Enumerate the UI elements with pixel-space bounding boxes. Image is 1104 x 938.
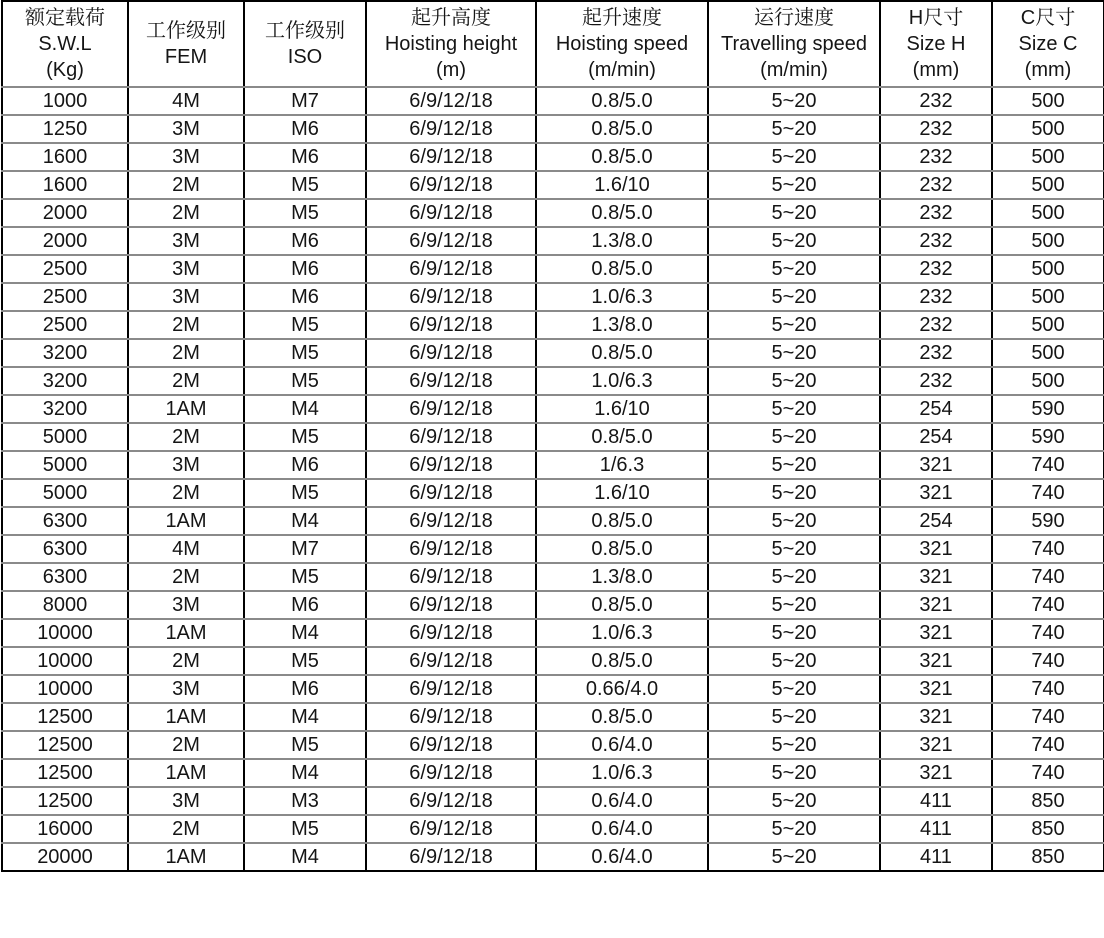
- cell-size-h: 232: [880, 283, 992, 311]
- cell-hoisting-height: 6/9/12/18: [366, 703, 536, 731]
- cell-travelling-speed: 5~20: [708, 647, 880, 675]
- cell-size-c: 500: [992, 171, 1104, 199]
- cell-size-c: 740: [992, 563, 1104, 591]
- cell-hoisting-height: 6/9/12/18: [366, 311, 536, 339]
- cell-travelling-speed: 5~20: [708, 619, 880, 647]
- cell-size-h: 411: [880, 787, 992, 815]
- cell-travelling-speed: 5~20: [708, 367, 880, 395]
- cell-iso: M6: [244, 451, 366, 479]
- header-line: FEM: [164, 46, 208, 68]
- cell-size-h: 254: [880, 507, 992, 535]
- cell-iso: M6: [244, 675, 366, 703]
- cell-hoisting-speed: 0.8/5.0: [536, 647, 708, 675]
- cell-swl: 1000: [2, 87, 128, 115]
- cell-size-c: 850: [992, 843, 1104, 871]
- cell-size-h: 232: [880, 87, 992, 115]
- cell-swl: 10000: [2, 619, 128, 647]
- column-header-hoisting-speed: [536, 1, 708, 87]
- cell-travelling-speed: 5~20: [708, 815, 880, 843]
- cell-hoisting-speed: 0.8/5.0: [536, 535, 708, 563]
- cell-size-c: 850: [992, 787, 1104, 815]
- column-header-hoisting-height: [366, 1, 536, 87]
- cell-swl: 1600: [2, 143, 128, 171]
- cell-swl: 6300: [2, 507, 128, 535]
- cell-swl: 8000: [2, 591, 128, 619]
- cell-fem: 2M: [128, 647, 244, 675]
- cell-swl: 5000: [2, 479, 128, 507]
- cell-hoisting-speed: 0.8/5.0: [536, 143, 708, 171]
- cell-travelling-speed: 5~20: [708, 591, 880, 619]
- table-row: [2, 731, 1104, 759]
- cell-size-c: 740: [992, 647, 1104, 675]
- cell-size-c: 740: [992, 479, 1104, 507]
- cell-fem: 3M: [128, 787, 244, 815]
- cell-travelling-speed: 5~20: [708, 199, 880, 227]
- cell-swl: 3200: [2, 339, 128, 367]
- header-line: 额定载荷: [25, 7, 105, 29]
- table-header: [2, 1, 1104, 87]
- cell-size-h: 232: [880, 227, 992, 255]
- cell-hoisting-speed: 1.0/6.3: [536, 619, 708, 647]
- table-row: [2, 199, 1104, 227]
- cell-fem: 2M: [128, 199, 244, 227]
- cell-hoisting-speed: 1.6/10: [536, 395, 708, 423]
- cell-hoisting-height: 6/9/12/18: [366, 843, 536, 871]
- cell-hoisting-height: 6/9/12/18: [366, 255, 536, 283]
- cell-hoisting-height: 6/9/12/18: [366, 227, 536, 255]
- cell-size-h: 254: [880, 423, 992, 451]
- table-row: [2, 619, 1104, 647]
- cell-hoisting-height: 6/9/12/18: [366, 423, 536, 451]
- cell-travelling-speed: 5~20: [708, 675, 880, 703]
- table-row: [2, 143, 1104, 171]
- cell-size-c: 740: [992, 675, 1104, 703]
- cell-iso: M5: [244, 731, 366, 759]
- cell-fem: 2M: [128, 731, 244, 759]
- cell-fem: 4M: [128, 535, 244, 563]
- cell-hoisting-height: 6/9/12/18: [366, 395, 536, 423]
- cell-fem: 3M: [128, 143, 244, 171]
- column-header-travelling-speed: [708, 1, 880, 87]
- cell-iso: M6: [244, 283, 366, 311]
- header-line: ISO: [287, 46, 323, 68]
- cell-travelling-speed: 5~20: [708, 787, 880, 815]
- header-line: C尺寸: [1020, 7, 1076, 29]
- cell-hoisting-height: 6/9/12/18: [366, 759, 536, 787]
- cell-fem: 1AM: [128, 759, 244, 787]
- table-row: [2, 255, 1104, 283]
- cell-hoisting-speed: 1.3/8.0: [536, 227, 708, 255]
- cell-iso: M6: [244, 143, 366, 171]
- cell-swl: 12500: [2, 703, 128, 731]
- table-row: [2, 283, 1104, 311]
- cell-iso: M5: [244, 423, 366, 451]
- cell-fem: 2M: [128, 423, 244, 451]
- cell-swl: 12500: [2, 787, 128, 815]
- cell-size-h: 232: [880, 367, 992, 395]
- header-line: 运行速度: [754, 7, 834, 29]
- cell-iso: M5: [244, 311, 366, 339]
- table-row: [2, 87, 1104, 115]
- header-line: Hoisting height: [384, 33, 518, 55]
- cell-travelling-speed: 5~20: [708, 171, 880, 199]
- cell-travelling-speed: 5~20: [708, 563, 880, 591]
- cell-iso: M5: [244, 815, 366, 843]
- cell-travelling-speed: 5~20: [708, 283, 880, 311]
- header-line: 工作级别: [146, 20, 226, 42]
- cell-hoisting-speed: 0.8/5.0: [536, 591, 708, 619]
- cell-iso: M5: [244, 367, 366, 395]
- cell-iso: M7: [244, 535, 366, 563]
- cell-swl: 20000: [2, 843, 128, 871]
- cell-hoisting-height: 6/9/12/18: [366, 731, 536, 759]
- header-line: Travelling speed: [720, 33, 867, 55]
- column-header-iso: [244, 1, 366, 87]
- cell-fem: 2M: [128, 815, 244, 843]
- cell-hoisting-speed: 0.8/5.0: [536, 87, 708, 115]
- cell-travelling-speed: 5~20: [708, 339, 880, 367]
- cell-hoisting-speed: 1.3/8.0: [536, 311, 708, 339]
- cell-iso: M5: [244, 479, 366, 507]
- cell-hoisting-height: 6/9/12/18: [366, 283, 536, 311]
- column-header-swl: [2, 1, 128, 87]
- cell-iso: M4: [244, 619, 366, 647]
- cell-hoisting-speed: 0.8/5.0: [536, 199, 708, 227]
- cell-fem: 3M: [128, 675, 244, 703]
- cell-size-c: 500: [992, 143, 1104, 171]
- cell-travelling-speed: 5~20: [708, 451, 880, 479]
- header-line: Hoisting speed: [555, 33, 689, 55]
- header-line: (mm): [1024, 59, 1072, 81]
- cell-hoisting-speed: 1.0/6.3: [536, 283, 708, 311]
- cell-fem: 1AM: [128, 703, 244, 731]
- cell-size-c: 500: [992, 87, 1104, 115]
- cell-fem: 1AM: [128, 507, 244, 535]
- cell-size-h: 321: [880, 703, 992, 731]
- cell-fem: 3M: [128, 591, 244, 619]
- cell-swl: 6300: [2, 563, 128, 591]
- cell-iso: M7: [244, 87, 366, 115]
- cell-size-c: 500: [992, 199, 1104, 227]
- header-line: (Kg): [46, 59, 84, 81]
- cell-size-h: 232: [880, 143, 992, 171]
- table-body: [2, 87, 1104, 871]
- table-row: [2, 171, 1104, 199]
- cell-travelling-speed: 5~20: [708, 87, 880, 115]
- cell-size-h: 321: [880, 619, 992, 647]
- cell-fem: 3M: [128, 255, 244, 283]
- cell-size-h: 411: [880, 843, 992, 871]
- cell-size-c: 590: [992, 507, 1104, 535]
- cell-size-h: 321: [880, 479, 992, 507]
- cell-size-c: 590: [992, 423, 1104, 451]
- cell-travelling-speed: 5~20: [708, 507, 880, 535]
- cell-fem: 1AM: [128, 843, 244, 871]
- cell-size-h: 321: [880, 591, 992, 619]
- cell-fem: 3M: [128, 283, 244, 311]
- cell-size-h: 232: [880, 255, 992, 283]
- cell-swl: 6300: [2, 535, 128, 563]
- cell-hoisting-speed: 0.6/4.0: [536, 787, 708, 815]
- cell-swl: 12500: [2, 759, 128, 787]
- cell-hoisting-height: 6/9/12/18: [366, 563, 536, 591]
- cell-swl: 2000: [2, 199, 128, 227]
- table-row: [2, 787, 1104, 815]
- cell-size-c: 500: [992, 339, 1104, 367]
- cell-size-h: 411: [880, 815, 992, 843]
- header-line: Size C: [1018, 33, 1078, 55]
- cell-fem: 2M: [128, 171, 244, 199]
- table-row: [2, 703, 1104, 731]
- table-row: [2, 227, 1104, 255]
- cell-iso: M4: [244, 395, 366, 423]
- cell-iso: M6: [244, 227, 366, 255]
- cell-iso: M5: [244, 563, 366, 591]
- cell-hoisting-speed: 0.6/4.0: [536, 843, 708, 871]
- table-row: [2, 423, 1104, 451]
- table-row: [2, 451, 1104, 479]
- cell-size-c: 500: [992, 283, 1104, 311]
- cell-hoisting-height: 6/9/12/18: [366, 171, 536, 199]
- table-row: [2, 507, 1104, 535]
- table-row: [2, 479, 1104, 507]
- cell-iso: M5: [244, 647, 366, 675]
- cell-size-h: 232: [880, 339, 992, 367]
- cell-size-c: 500: [992, 227, 1104, 255]
- table-row: [2, 115, 1104, 143]
- cell-hoisting-height: 6/9/12/18: [366, 367, 536, 395]
- cell-iso: M4: [244, 759, 366, 787]
- cell-hoisting-speed: 1.6/10: [536, 171, 708, 199]
- cell-hoisting-speed: 1.6/10: [536, 479, 708, 507]
- cell-hoisting-speed: 0.8/5.0: [536, 115, 708, 143]
- cell-swl: 12500: [2, 731, 128, 759]
- cell-fem: 4M: [128, 87, 244, 115]
- cell-swl: 5000: [2, 423, 128, 451]
- cell-fem: 2M: [128, 367, 244, 395]
- cell-hoisting-height: 6/9/12/18: [366, 787, 536, 815]
- table-row: [2, 675, 1104, 703]
- cell-size-c: 590: [992, 395, 1104, 423]
- cell-swl: 2500: [2, 283, 128, 311]
- cell-fem: 3M: [128, 451, 244, 479]
- cell-swl: 10000: [2, 675, 128, 703]
- cell-hoisting-height: 6/9/12/18: [366, 199, 536, 227]
- cell-size-h: 232: [880, 311, 992, 339]
- cell-hoisting-speed: 0.6/4.0: [536, 815, 708, 843]
- table-row: [2, 843, 1104, 871]
- cell-size-c: 500: [992, 311, 1104, 339]
- cell-hoisting-speed: 1.0/6.3: [536, 367, 708, 395]
- header-line: 工作级别: [265, 20, 345, 42]
- cell-size-h: 321: [880, 563, 992, 591]
- cell-travelling-speed: 5~20: [708, 731, 880, 759]
- header-line: 起升速度: [582, 7, 662, 29]
- cell-size-c: 740: [992, 451, 1104, 479]
- cell-size-h: 232: [880, 171, 992, 199]
- cell-size-h: 232: [880, 115, 992, 143]
- cell-travelling-speed: 5~20: [708, 255, 880, 283]
- cell-hoisting-speed: 0.6/4.0: [536, 731, 708, 759]
- cell-hoisting-height: 6/9/12/18: [366, 535, 536, 563]
- table-row: [2, 367, 1104, 395]
- cell-hoisting-speed: 0.8/5.0: [536, 255, 708, 283]
- table-row: [2, 535, 1104, 563]
- cell-travelling-speed: 5~20: [708, 479, 880, 507]
- header-line: (m/min): [588, 59, 656, 81]
- cell-fem: 3M: [128, 227, 244, 255]
- cell-travelling-speed: 5~20: [708, 395, 880, 423]
- cell-iso: M5: [244, 199, 366, 227]
- hoist-spec-table: [1, 0, 1104, 872]
- cell-size-h: 254: [880, 395, 992, 423]
- cell-fem: 3M: [128, 115, 244, 143]
- cell-iso: M4: [244, 703, 366, 731]
- cell-fem: 1AM: [128, 619, 244, 647]
- cell-size-c: 500: [992, 255, 1104, 283]
- cell-hoisting-speed: 1/6.3: [536, 451, 708, 479]
- cell-hoisting-height: 6/9/12/18: [366, 87, 536, 115]
- table-row: [2, 591, 1104, 619]
- cell-size-c: 740: [992, 591, 1104, 619]
- cell-swl: 10000: [2, 647, 128, 675]
- cell-size-c: 740: [992, 535, 1104, 563]
- header-line: (mm): [912, 59, 960, 81]
- cell-size-c: 740: [992, 759, 1104, 787]
- cell-iso: M5: [244, 339, 366, 367]
- cell-hoisting-speed: 0.66/4.0: [536, 675, 708, 703]
- cell-hoisting-height: 6/9/12/18: [366, 479, 536, 507]
- cell-size-c: 500: [992, 115, 1104, 143]
- cell-hoisting-speed: 1.3/8.0: [536, 563, 708, 591]
- cell-size-c: 500: [992, 367, 1104, 395]
- cell-hoisting-height: 6/9/12/18: [366, 815, 536, 843]
- header-line: (m): [436, 59, 466, 81]
- cell-fem: 1AM: [128, 395, 244, 423]
- cell-size-h: 321: [880, 675, 992, 703]
- cell-travelling-speed: 5~20: [708, 115, 880, 143]
- cell-travelling-speed: 5~20: [708, 535, 880, 563]
- column-header-fem: [128, 1, 244, 87]
- header-line: 起升高度: [411, 7, 491, 29]
- cell-swl: 3200: [2, 395, 128, 423]
- cell-travelling-speed: 5~20: [708, 311, 880, 339]
- cell-hoisting-height: 6/9/12/18: [366, 591, 536, 619]
- cell-hoisting-speed: 0.8/5.0: [536, 423, 708, 451]
- cell-travelling-speed: 5~20: [708, 227, 880, 255]
- cell-hoisting-speed: 0.8/5.0: [536, 507, 708, 535]
- table-row: [2, 759, 1104, 787]
- cell-travelling-speed: 5~20: [708, 423, 880, 451]
- cell-iso: M6: [244, 591, 366, 619]
- cell-size-h: 321: [880, 451, 992, 479]
- cell-hoisting-height: 6/9/12/18: [366, 507, 536, 535]
- header-line: S.W.L: [38, 33, 92, 55]
- cell-swl: 5000: [2, 451, 128, 479]
- cell-swl: 2500: [2, 255, 128, 283]
- table-row: [2, 311, 1104, 339]
- cell-swl: 2500: [2, 311, 128, 339]
- table-row: [2, 815, 1104, 843]
- cell-size-c: 740: [992, 619, 1104, 647]
- cell-fem: 2M: [128, 563, 244, 591]
- cell-size-c: 740: [992, 703, 1104, 731]
- cell-size-c: 740: [992, 731, 1104, 759]
- cell-hoisting-height: 6/9/12/18: [366, 339, 536, 367]
- cell-hoisting-height: 6/9/12/18: [366, 115, 536, 143]
- cell-swl: 1600: [2, 171, 128, 199]
- cell-iso: M6: [244, 115, 366, 143]
- cell-hoisting-speed: 0.8/5.0: [536, 703, 708, 731]
- cell-size-h: 321: [880, 647, 992, 675]
- cell-iso: M5: [244, 171, 366, 199]
- cell-travelling-speed: 5~20: [708, 143, 880, 171]
- cell-swl: 3200: [2, 367, 128, 395]
- cell-hoisting-height: 6/9/12/18: [366, 143, 536, 171]
- cell-swl: 1250: [2, 115, 128, 143]
- cell-fem: 2M: [128, 339, 244, 367]
- cell-hoisting-height: 6/9/12/18: [366, 619, 536, 647]
- cell-size-c: 850: [992, 815, 1104, 843]
- header-line: (m/min): [760, 59, 828, 81]
- table-row: [2, 339, 1104, 367]
- cell-iso: M6: [244, 255, 366, 283]
- cell-size-h: 232: [880, 199, 992, 227]
- header-line: Size H: [906, 33, 966, 55]
- table-row: [2, 563, 1104, 591]
- cell-fem: 2M: [128, 311, 244, 339]
- cell-hoisting-height: 6/9/12/18: [366, 451, 536, 479]
- cell-hoisting-speed: 0.8/5.0: [536, 339, 708, 367]
- cell-hoisting-height: 6/9/12/18: [366, 675, 536, 703]
- cell-swl: 2000: [2, 227, 128, 255]
- cell-travelling-speed: 5~20: [708, 703, 880, 731]
- column-header-size-c: [992, 1, 1104, 87]
- header-row: [2, 1, 1104, 87]
- cell-fem: 2M: [128, 479, 244, 507]
- cell-travelling-speed: 5~20: [708, 759, 880, 787]
- cell-size-h: 321: [880, 535, 992, 563]
- table-row: [2, 647, 1104, 675]
- cell-hoisting-speed: 1.0/6.3: [536, 759, 708, 787]
- cell-travelling-speed: 5~20: [708, 843, 880, 871]
- cell-hoisting-height: 6/9/12/18: [366, 647, 536, 675]
- column-header-size-h: [880, 1, 992, 87]
- header-line: H尺寸: [908, 7, 964, 29]
- cell-iso: M4: [244, 507, 366, 535]
- table-row: [2, 395, 1104, 423]
- cell-size-h: 321: [880, 731, 992, 759]
- cell-size-h: 321: [880, 759, 992, 787]
- cell-iso: M4: [244, 843, 366, 871]
- cell-iso: M3: [244, 787, 366, 815]
- cell-swl: 16000: [2, 815, 128, 843]
